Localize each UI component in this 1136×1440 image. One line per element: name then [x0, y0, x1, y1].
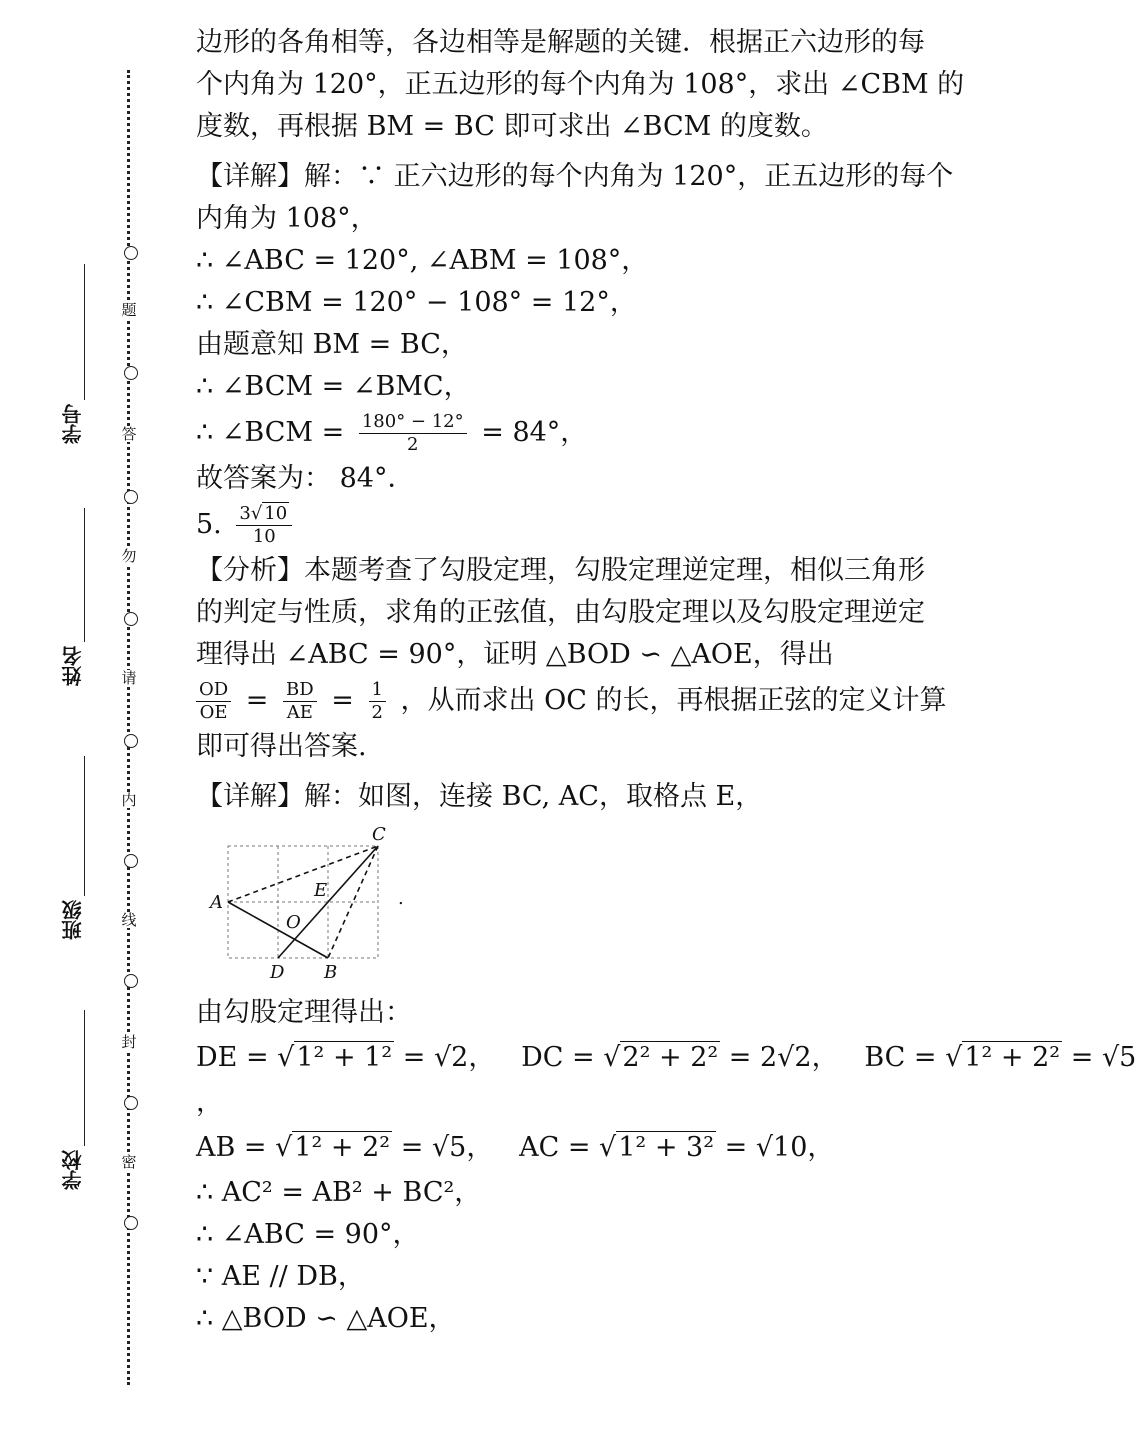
- math-step: ∴ ∠BCM = ∠BMC，: [196, 371, 471, 402]
- expr-label: BC =: [864, 1042, 937, 1073]
- question-number: 5.: [196, 509, 222, 540]
- math-step: ∴ ∠ABC = 120°, ∠ABM = 108°，: [196, 245, 649, 276]
- field-blank-line: [84, 1010, 85, 1146]
- text-line: 度数，再根据 BM = BC 即可求出 ∠BCM 的度数。: [196, 111, 828, 142]
- point-label-C: C: [372, 824, 386, 845]
- numerator: BD: [283, 679, 317, 702]
- text-line: ，: [196, 1087, 223, 1118]
- numerator: 1: [369, 679, 386, 702]
- seal-char: 答: [118, 426, 140, 442]
- seal-char: 请: [118, 670, 140, 686]
- numerator: OD: [196, 679, 231, 702]
- radicand: 1² + 1²: [296, 1042, 393, 1073]
- text-line: 边形的各角相等，各边相等是解题的关键．根据正六边形的每: [196, 27, 925, 58]
- denominator: OE: [199, 702, 228, 723]
- solution-content: [196, 22, 1136, 1340]
- seal-circle: [124, 490, 138, 504]
- text-line: 理得出 ∠ABC = 90°，证明 △BOD ∽ △AOE，得出: [196, 639, 834, 670]
- fraction: [359, 411, 467, 456]
- figure-trailing-dot: .: [398, 888, 404, 909]
- field-blank-line: [84, 756, 85, 896]
- field-name: [62, 646, 94, 686]
- seal-char: 封: [118, 1034, 140, 1050]
- radicand: 1² + 3²: [618, 1132, 715, 1163]
- seal-char: 题: [118, 302, 140, 318]
- equals: =: [245, 685, 269, 716]
- point-label-D: D: [270, 962, 285, 983]
- seal-char: 线: [118, 912, 140, 928]
- denominator: 2: [371, 702, 383, 723]
- math-step: ∴ ∠ABC = 90°，: [196, 1219, 420, 1250]
- field-blank-line: [84, 264, 85, 400]
- question-5-answer: [196, 500, 1066, 550]
- math-step: [196, 408, 1066, 458]
- field-label: 学校: [61, 1150, 85, 1190]
- text-line: 由勾股定理得出：: [196, 997, 412, 1028]
- denominator: 2: [407, 434, 419, 455]
- math-step: 由题意知 BM = BC，: [196, 329, 468, 360]
- fraction: [283, 679, 317, 724]
- expr-result: = 2√2，: [728, 1042, 839, 1073]
- analysis-heading: 【分析】本题考查了勾股定理，勾股定理逆定理，相似三角形: [196, 555, 925, 586]
- point-label-O: O: [286, 912, 301, 933]
- field-blank-line: [84, 508, 85, 642]
- binding-margin: [0, 0, 180, 1440]
- pythagoras-line: DE = √1² + 1² = √2， DC = √2² + 2² = 2√2， BC = √1² + 2² = √5: [196, 1042, 1136, 1073]
- radicand: 10: [264, 503, 288, 524]
- seal-circle: [124, 854, 138, 868]
- field-label: 姓名: [61, 646, 85, 686]
- grid-diagram: [206, 826, 426, 986]
- detail-heading: 【详解】解：∵ 正六边形的每个内角为 120°，正五边形的每个: [196, 161, 954, 192]
- seal-char: 内: [118, 792, 140, 808]
- detail-heading: 【详解】解：如图，连接 BC, AC，取格点 E，: [196, 781, 763, 812]
- field-school: [62, 1150, 94, 1190]
- expr-label: DE =: [196, 1042, 269, 1073]
- geometry-figure: [206, 826, 426, 986]
- fraction: [196, 679, 231, 724]
- seal-circle: [124, 612, 138, 626]
- point-label-E: E: [314, 880, 328, 901]
- seal-circle: [124, 246, 138, 260]
- text-line: 内角为 108°，: [196, 203, 378, 234]
- text-line: 个内角为 120°，正五边形的每个内角为 108°，求出 ∠CBM 的: [196, 69, 965, 100]
- expr-label: DC =: [521, 1042, 595, 1073]
- radicand: 1² + 2²: [294, 1132, 391, 1163]
- math-step: ∵ AE // DB，: [196, 1261, 365, 1292]
- seal-circle: [124, 1096, 138, 1110]
- radicand: 1² + 2²: [964, 1042, 1061, 1073]
- denominator: 10: [252, 526, 276, 547]
- numerator: 3√ 10: [236, 503, 292, 526]
- pythagoras-line: AB = √1² + 2² = √5， AC = √1² + 3² = √10，: [196, 1132, 835, 1163]
- step-suffix: = 84°，: [481, 417, 588, 448]
- segment-BC: [328, 846, 378, 958]
- ratio-line: [196, 676, 1066, 726]
- answer-fraction: [236, 503, 292, 548]
- expr-label: AC =: [519, 1132, 591, 1163]
- numerator: 180° − 12°: [359, 411, 467, 434]
- fraction: [369, 679, 386, 724]
- segment-AC: [228, 846, 378, 902]
- point-label-B: B: [324, 962, 338, 983]
- expr-result: = √5: [1070, 1042, 1136, 1073]
- equals: =: [331, 685, 354, 716]
- seal-circle: [124, 974, 138, 988]
- seal-circle: [124, 366, 138, 380]
- seal-char: 密: [118, 1154, 140, 1170]
- field-student-id: [62, 404, 94, 444]
- expr-result: = √5，: [400, 1132, 494, 1163]
- point-label-A: A: [210, 892, 223, 913]
- field-label: 班级: [61, 900, 85, 940]
- field-class: [62, 900, 94, 940]
- seal-circle: [124, 1216, 138, 1230]
- text-line: 的判定与性质，求角的正弦值，由勾股定理以及勾股定理逆定: [196, 597, 925, 628]
- coefficient: 3: [239, 503, 251, 524]
- expr-result: = √10，: [724, 1132, 835, 1163]
- text-line: 即可得出答案.: [196, 731, 367, 762]
- math-step: ∴ ∠CBM = 120° − 108° = 12°，: [196, 287, 637, 318]
- text-tail: ，从而求出 OC 的长，再根据正弦的定义计算: [400, 685, 947, 716]
- step-prefix: ∴ ∠BCM =: [196, 417, 345, 448]
- radicand: 2² + 2²: [622, 1042, 719, 1073]
- expr-label: AB =: [196, 1132, 267, 1163]
- seal-dotted-line: [127, 70, 130, 1385]
- seal-char: 勿: [118, 548, 140, 564]
- math-step: ∴ △BOD ∽ △AOE，: [196, 1303, 456, 1334]
- denominator: AE: [286, 702, 313, 723]
- expr-result: = √2，: [402, 1042, 496, 1073]
- math-step: ∴ AC² = AB² + BC²，: [196, 1177, 482, 1208]
- seal-circle: [124, 734, 138, 748]
- field-label: 学号: [61, 404, 85, 444]
- answer-line: 故答案为： 84°．: [196, 463, 415, 494]
